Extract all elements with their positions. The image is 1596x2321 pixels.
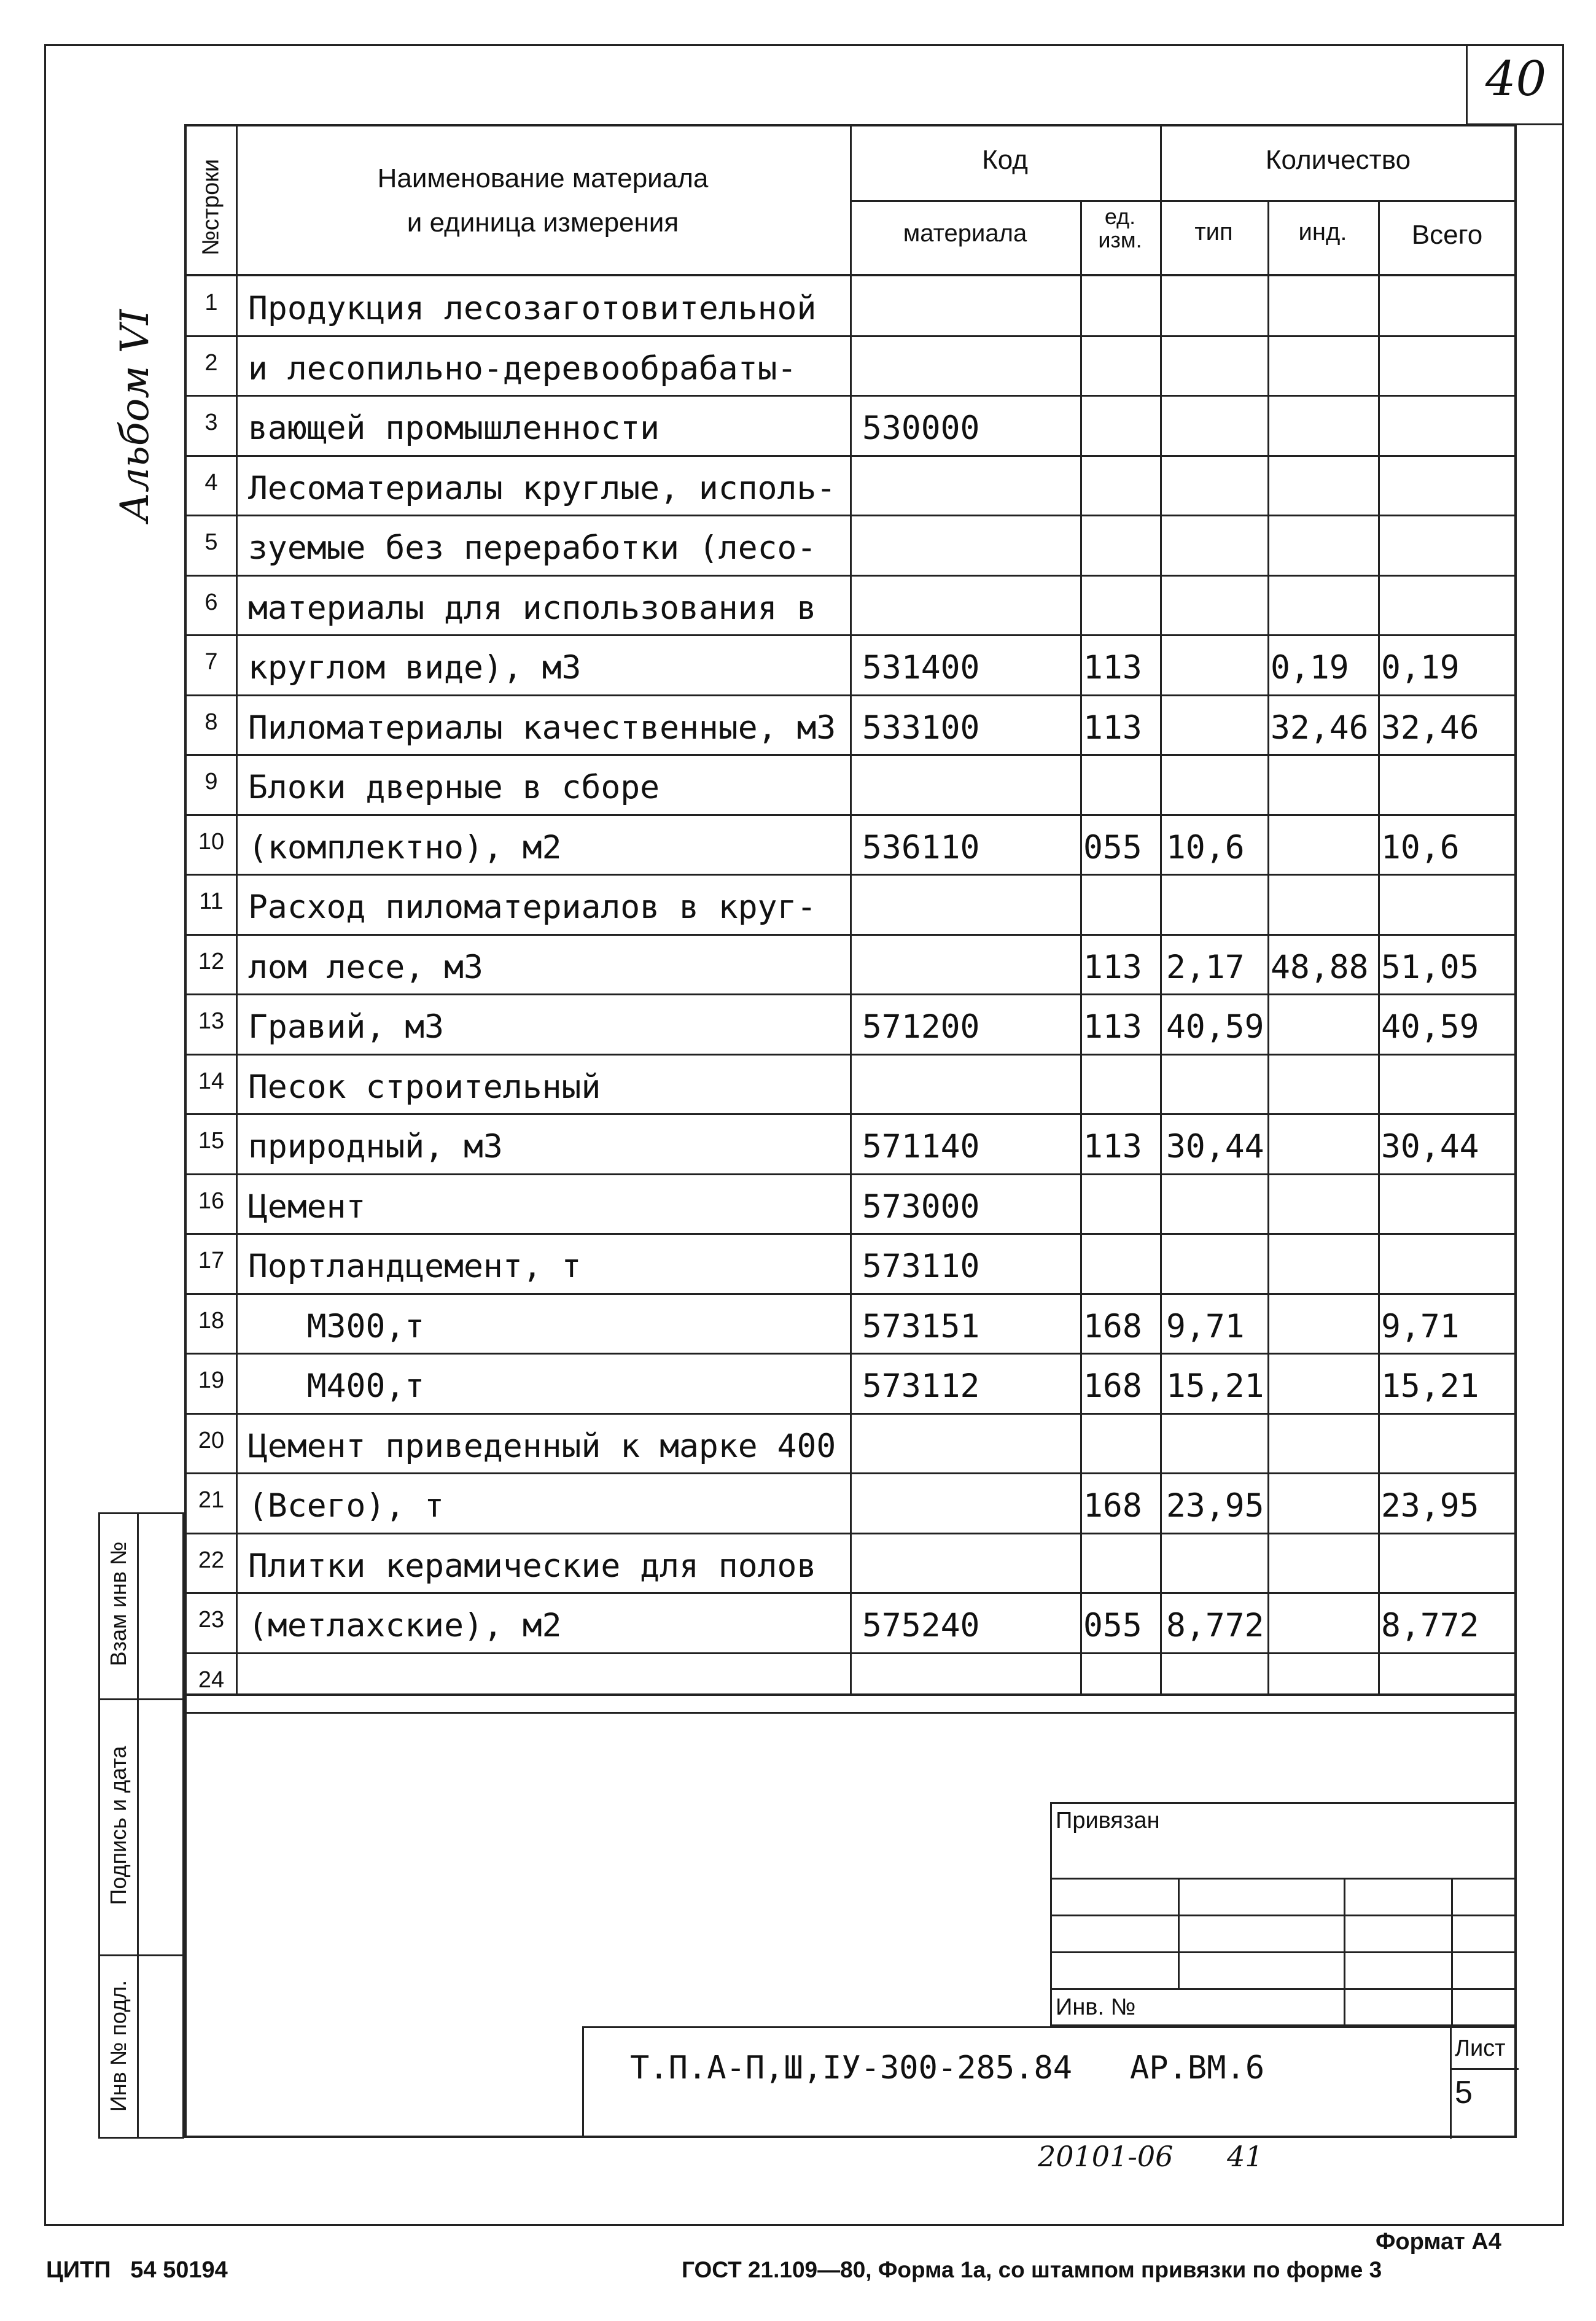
row-divider xyxy=(187,575,1517,577)
cell-name: Продукция лесозаготовительной xyxy=(248,290,817,327)
row-number: 12 xyxy=(198,948,225,974)
row-divider xyxy=(187,754,1517,756)
row-divider xyxy=(187,395,1517,397)
header-bottom xyxy=(187,274,1517,276)
cell-unit: 113 xyxy=(1083,709,1142,747)
header-unit-line1: ед. xyxy=(1104,204,1136,229)
row-divider xyxy=(187,993,1517,995)
footer-left: ЦИТП 54 50194 xyxy=(46,2257,228,2283)
cell-code: 575240 xyxy=(862,1607,980,1644)
cell-name: Лесоматериалы круглые, исполь- xyxy=(248,469,836,507)
cell-unit: 168 xyxy=(1083,1487,1142,1525)
cell-name: Цемент приведенный к марке 400 xyxy=(248,1427,836,1465)
row-divider xyxy=(187,1652,1517,1654)
row-number: 7 xyxy=(204,649,218,675)
row-number: 3 xyxy=(204,410,218,435)
left-margin-stamp xyxy=(98,1512,184,2139)
col-line xyxy=(1378,200,1380,1693)
cell-name: Цемент xyxy=(248,1188,366,1226)
cell-total: 9,71 xyxy=(1381,1307,1460,1345)
cell-unit: 113 xyxy=(1083,649,1142,686)
cell-tip: 30,44 xyxy=(1166,1128,1264,1165)
cell-unit: 113 xyxy=(1083,948,1142,986)
cell-tip: 8,772 xyxy=(1166,1607,1264,1644)
cell-unit: 113 xyxy=(1083,1128,1142,1165)
cell-name: (Всего), т xyxy=(248,1487,445,1525)
row-number: 17 xyxy=(198,1248,225,1273)
row-number: 1 xyxy=(204,290,218,316)
header-ind: инд. xyxy=(1298,219,1347,246)
header-unit-line2: изм. xyxy=(1098,227,1142,252)
row-number: 18 xyxy=(198,1307,225,1334)
sheet-number-box xyxy=(1466,44,1564,125)
cell-name: природный, м3 xyxy=(248,1128,503,1165)
cell-total: 10,6 xyxy=(1381,828,1460,866)
row-divider xyxy=(187,1054,1517,1056)
row-number: 2 xyxy=(204,349,218,376)
cell-name: Плитки керамические для полов xyxy=(248,1547,817,1585)
row-divider xyxy=(187,634,1517,636)
cell-total: 8,772 xyxy=(1381,1607,1479,1644)
grid-line xyxy=(1052,1988,1517,1990)
row-number: 8 xyxy=(204,709,218,735)
cell-code: 536110 xyxy=(862,828,980,866)
grid-line xyxy=(1052,1951,1517,1953)
row-number: 10 xyxy=(198,828,225,855)
doc-code-strip xyxy=(582,2026,1517,2138)
row-number: 11 xyxy=(199,888,224,914)
cell-unit: 055 xyxy=(1083,1607,1142,1644)
grid-line xyxy=(1451,1878,1453,2028)
cell-total: 51,05 xyxy=(1381,948,1479,986)
cell-tip: 2,17 xyxy=(1166,948,1245,986)
stamp-line xyxy=(137,1514,139,2137)
row-divider xyxy=(187,814,1517,816)
header-code: Код xyxy=(982,145,1028,175)
cell-unit: 168 xyxy=(1083,1367,1142,1405)
row-number: 15 xyxy=(198,1128,225,1154)
cell-name: Пиломатериалы качественные, м3 xyxy=(248,709,836,747)
cell-code: 571200 xyxy=(862,1008,980,1046)
row-number: 19 xyxy=(198,1367,225,1393)
stamp-inv: Инв № подл. xyxy=(106,1980,131,2112)
cell-name: круглом виде), м3 xyxy=(248,649,582,686)
cell-name: зуемые без переработки (лесо- xyxy=(248,529,817,567)
cell-name: вающей промышленности xyxy=(248,410,660,447)
row-divider xyxy=(187,1592,1517,1594)
cell-tip: 23,95 xyxy=(1166,1487,1264,1525)
col-line xyxy=(236,126,238,1693)
cell-tip: 10,6 xyxy=(1166,828,1245,866)
row-number: 5 xyxy=(204,529,218,555)
row-number: 14 xyxy=(198,1068,225,1094)
cell-code: 533100 xyxy=(862,709,980,747)
header-row-no: №строки xyxy=(198,158,224,256)
cell-name: и лесопильно-деревообрабаты- xyxy=(248,349,797,387)
header-total: Всего xyxy=(1411,220,1483,250)
cell-tip: 15,21 xyxy=(1166,1367,1264,1405)
row-number: 24 xyxy=(198,1666,225,1693)
row-divider xyxy=(187,455,1517,457)
col-line xyxy=(1160,126,1162,1693)
cell-ind: 0,19 xyxy=(1271,649,1349,686)
row-divider xyxy=(187,1533,1517,1534)
privyazan-box xyxy=(1050,1802,1517,2026)
cell-total: 15,21 xyxy=(1381,1367,1479,1405)
grid-line xyxy=(1052,1878,1517,1880)
cell-name: Портландцемент, т xyxy=(248,1248,582,1285)
sheet-number: 40 xyxy=(1485,52,1547,107)
header-name-line2: и единица измерения xyxy=(407,208,679,238)
cell-name: материалы для использования в xyxy=(248,589,817,627)
stamp-line xyxy=(100,1954,182,1956)
cell-code: 571140 xyxy=(862,1128,980,1165)
row-number: 9 xyxy=(204,769,218,795)
cell-name: Расход пиломатериалов в круг- xyxy=(248,888,817,926)
privyazan-label: Привязан xyxy=(1056,1808,1160,1833)
col-line xyxy=(1267,200,1269,1693)
row-divider xyxy=(187,1113,1517,1115)
header-quantity: Количество xyxy=(1265,145,1411,175)
row-number: 4 xyxy=(204,469,218,496)
cell-code: 573000 xyxy=(862,1188,980,1226)
stamp-line xyxy=(100,1698,182,1700)
row-divider xyxy=(187,694,1517,696)
grid-line xyxy=(1344,1878,1345,2028)
row-number: 23 xyxy=(198,1607,225,1633)
cell-code: 573112 xyxy=(862,1367,980,1405)
list-value: 5 xyxy=(1455,2075,1473,2110)
cell-total: 23,95 xyxy=(1381,1487,1479,1525)
row-number: 6 xyxy=(204,589,218,615)
inv-no-label: Инв. № xyxy=(1056,1994,1136,2020)
col-line xyxy=(1080,200,1082,1693)
cell-code: 573151 xyxy=(862,1307,980,1345)
album-label: Альбом VI xyxy=(112,309,158,523)
cell-tip: 9,71 xyxy=(1166,1307,1245,1345)
cell-code: 531400 xyxy=(862,649,980,686)
row-divider xyxy=(187,1233,1517,1235)
cell-code: 530000 xyxy=(862,410,980,447)
footer-right: ГОСТ 21.109—80, Форма 1а, со штампом привязки по форме 3 xyxy=(682,2257,1382,2282)
header-divider xyxy=(850,200,1517,202)
cell-total: 40,59 xyxy=(1381,1008,1479,1046)
cell-unit: 168 xyxy=(1083,1307,1142,1345)
row-divider xyxy=(187,335,1517,337)
grid-line xyxy=(1178,1878,1180,1988)
stamp-vzam: Взам инв № xyxy=(106,1541,131,1666)
row-number: 22 xyxy=(198,1547,225,1573)
cell-unit: 055 xyxy=(1083,828,1142,866)
cell-name: Блоки дверные в сборе xyxy=(248,769,660,806)
grid-line xyxy=(1450,2028,1452,2139)
cell-name: (комплектно), м2 xyxy=(248,828,562,866)
cell-name: лом лесе, м3 xyxy=(248,948,483,986)
cell-total: 32,46 xyxy=(1381,709,1479,747)
cell-code: 573110 xyxy=(862,1248,980,1285)
cell-name: Песок строительный xyxy=(248,1068,601,1106)
cell-unit: 113 xyxy=(1083,1008,1142,1046)
row-divider xyxy=(187,1413,1517,1415)
cell-ind: 48,88 xyxy=(1271,948,1369,986)
row-divider xyxy=(187,515,1517,516)
row-number: 16 xyxy=(198,1188,225,1214)
row-number: 13 xyxy=(198,1008,225,1034)
cell-name: М300,т xyxy=(248,1307,425,1345)
grid-line xyxy=(1052,1915,1517,1916)
cell-tip: 40,59 xyxy=(1166,1008,1264,1046)
cell-name: Гравий, м3 xyxy=(248,1008,445,1046)
cell-ind: 32,46 xyxy=(1271,709,1369,747)
col-line xyxy=(850,126,852,1693)
header-name-line1: Наименование материала xyxy=(377,163,709,193)
list-label: Лист xyxy=(1455,2035,1506,2061)
header-material: материала xyxy=(903,220,1027,247)
cell-name: (метлахские), м2 xyxy=(248,1607,562,1644)
row-divider xyxy=(187,874,1517,876)
grid-line xyxy=(1450,2068,1519,2070)
row-divider xyxy=(187,1472,1517,1474)
stamp-podpis: Подпись и дата xyxy=(106,1746,131,1905)
handwritten-note: 20101-06 41 xyxy=(1038,2140,1263,2173)
row-divider xyxy=(187,1293,1517,1295)
cell-total: 30,44 xyxy=(1381,1128,1479,1165)
row-number: 21 xyxy=(198,1487,225,1513)
cell-name: М400,т xyxy=(248,1367,425,1405)
row-number: 20 xyxy=(198,1427,225,1453)
doc-code: Т.П.А-П,Ш,IУ-300-285.84 АР.ВМ.6 xyxy=(630,2050,1265,2086)
row-divider xyxy=(187,1353,1517,1355)
format-label: Формат А4 xyxy=(1376,2229,1501,2255)
header-tip: тип xyxy=(1194,219,1233,246)
row-divider xyxy=(187,1173,1517,1175)
header-unit xyxy=(1080,205,1160,252)
materials-table xyxy=(184,124,1517,1696)
cell-total: 0,19 xyxy=(1381,649,1460,686)
row-divider xyxy=(187,934,1517,936)
